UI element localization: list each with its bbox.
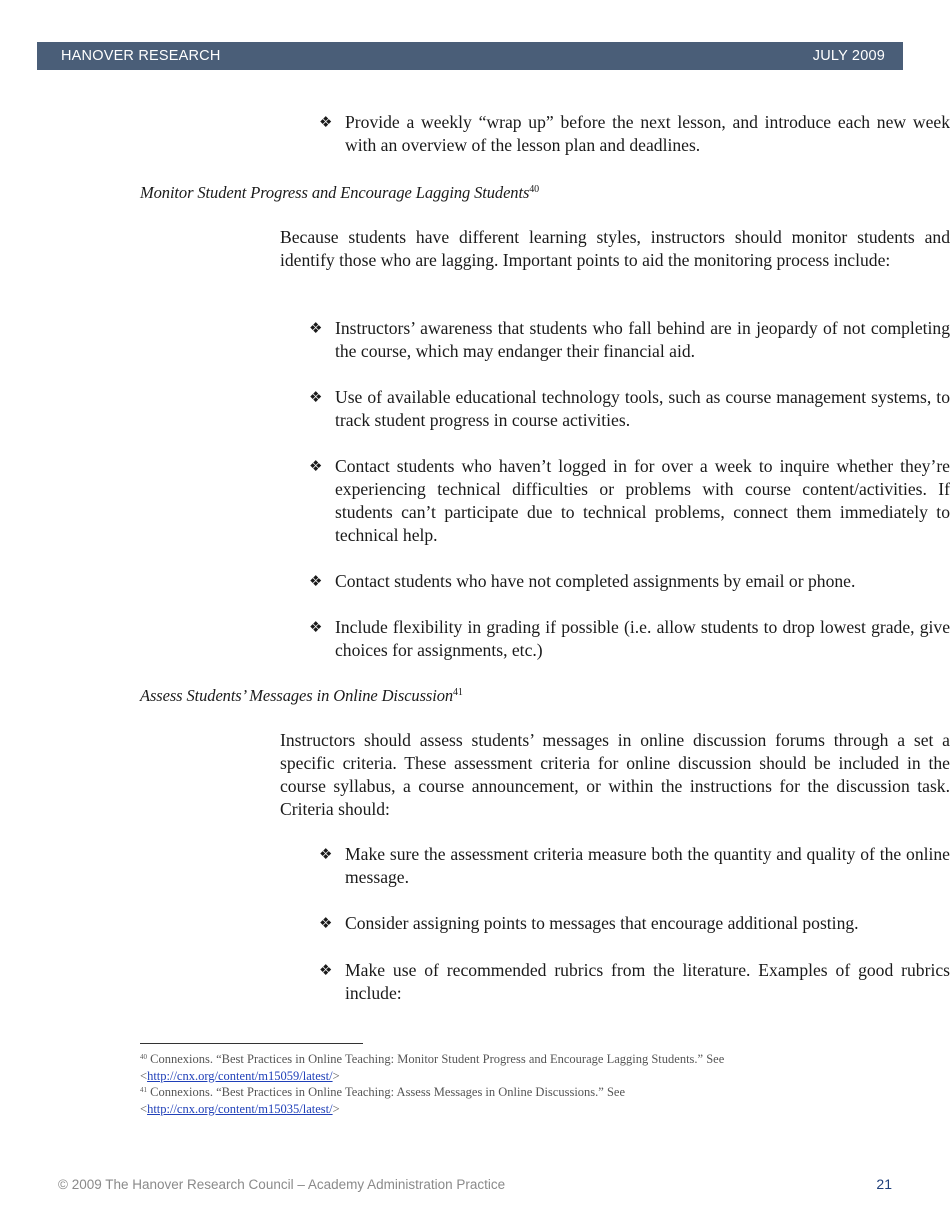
footnotes — [140, 1051, 820, 1117]
section2-intro: Instructors should assess students’ messages in online discussion forums through a set a specific criteria. These assessment criteria for online discussion should be included in the course syllabus, a course announcement, or within the instructions for the discussion task. Criteria should: — [280, 730, 950, 819]
footnote-ref-40: 40 — [529, 184, 540, 195]
section1-intro: Because students have different learning styles, instructors should monitor students and identify those who are lagging. Important points to aid the monitoring process include: — [280, 227, 950, 270]
bullet-glyph-icon: ❖ — [319, 961, 333, 979]
bullet-glyph-icon: ❖ — [309, 572, 323, 590]
footnote-ref-41: 41 — [453, 687, 463, 698]
bullet-glyph-icon: ❖ — [309, 388, 323, 406]
footnote-41-link[interactable]: http://cnx.org/content/m15035/latest/ — [147, 1101, 333, 1116]
footer-copyright: © 2009 The Hanover Research Council – Academy Administration Practice — [58, 1177, 506, 1192]
list-item: ❖ Consider assigning points to messages that encourage additional posting. — [319, 913, 859, 933]
section-heading-assess: Assess Students’ Messages in Online Discussion$^{41}$ — [140, 686, 463, 705]
list-item: ❖ Contact students who haven’t logged in for over a week to inquire whether they’re experiencing technical difficulties or problems with course content/activities. If students can’t participate due to technical problems, connect them immediately to technical help. — [309, 456, 950, 545]
footnote-40: $^{40}$ Connexions. “Best Practices in Online Teaching: Monitor Student Progress and Encourage Lagging Students.” See <http://cnx.org/content/m15059/latest/> — [140, 1052, 725, 1083]
header-date: JULY 2009 — [812, 48, 885, 64]
list-item: ❖ Contact students who have not completed assignments by email or phone. — [309, 571, 856, 591]
footnote-divider — [140, 1043, 363, 1044]
list-item: ❖ Use of available educational technology tools, such as course management systems, to track student progress in course activities. — [309, 387, 950, 430]
list-item: ❖ Make sure the assessment criteria measure both the quantity and quality of the online message. — [319, 844, 950, 887]
list-item — [319, 111, 950, 157]
bullet-glyph-icon: ❖ — [309, 618, 323, 636]
bullet-glyph-icon: ❖ — [309, 457, 323, 475]
bullet-glyph-icon: ❖ — [319, 113, 333, 131]
bullet-text: Provide a weekly “wrap up” before the next lesson, and introduce each new week with an overview of the lesson plan and deadlines. — [345, 112, 950, 155]
section-heading-monitor: Monitor Student Progress and Encourage Lagging Students$^{40}$ — [140, 183, 540, 202]
bullet-glyph-icon: ❖ — [309, 319, 323, 337]
header-org: HANOVER RESEARCH — [61, 48, 221, 64]
bullet-glyph-icon: ❖ — [319, 914, 333, 932]
list-item: ❖ Make use of recommended rubrics from the literature. Examples of good rubrics include: — [319, 960, 950, 1003]
footnote-41: $^{41}$ Connexions. “Best Practices in Online Teaching: Assess Messages in Online Discussions.” See <http://cnx.org/content/m15035/latest/> — [140, 1085, 625, 1116]
page-number: 21 — [876, 1176, 892, 1192]
bullet-glyph-icon: ❖ — [319, 845, 333, 863]
footnote-40-link[interactable]: http://cnx.org/content/m15059/latest/ — [147, 1068, 333, 1083]
page-header — [37, 42, 903, 70]
list-item: ❖ Include flexibility in grading if possible (i.e. allow students to drop lowest grade, give choices for assignments, etc.) — [309, 617, 950, 660]
list-item: ❖ Instructors’ awareness that students who fall behind are in jeopardy of not completing the course, which may endanger their financial aid. — [309, 318, 950, 361]
